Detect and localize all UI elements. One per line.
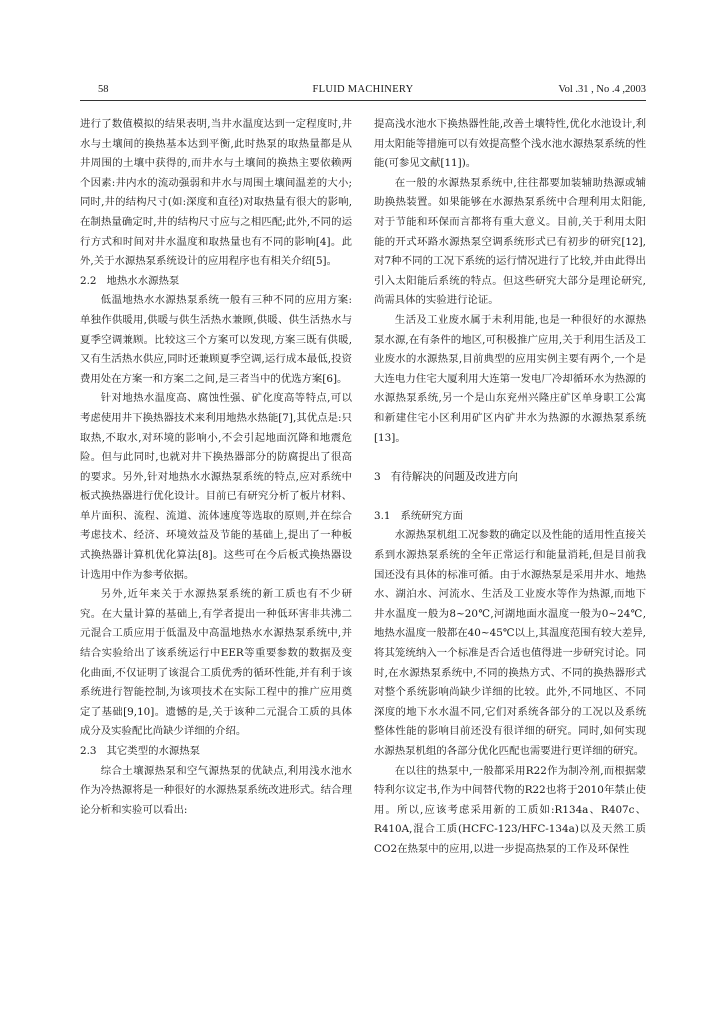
right-column: [374, 115, 646, 860]
paragraph-downhole-exchanger: 针对地热水温度高、腐蚀性强、矿化度高等特点,可以考虑使用井下换热器技术来利用地热水热能[7],其优点是:只取热,不取水,对环境的影响小,不会引起地面沉降和地震危险。但与此同时,也就对井下换热器部分的防腐提出了很高的要求。另外,针对地热水水源热泵系统的特点,应对系统中板式换热器进行优化设计。目前已有研究分析了板片材料、单片面积、流程、流道、流体速度等选取的原则,并在综合考虑技术、经济、环境效益及节能的基础上,提出了一种板式换热器计算机优化算法[8]。这些可在今后板式换热器设计选用中作为参考依据。: [80, 392, 352, 581]
paragraph-wells: 进行了数值模拟的结果表明,当井水温度达到一定程度时,井水与土壤间的换热基本达到平衡,此时热泵的取热量都是从井周围的土壤中获得的,而井水与土壤间的换热主要依赖两个因素:井内水的流动强弱和井水与周围土壤间温差的大小;同时,井的结构尺寸(如:深度和直径)对取热量有很大的影响,在制热量确定时,井的结构尺寸应与之相匹配;此外,不同的运行方式和时间对井水温度和取热量也有不同的影响[4]。此外,关于水源热泵系统设计的应用程序也有相关介绍[5]。: [80, 118, 352, 268]
paragraph-solar: 在一般的水源热泵系统中,往往都要加装辅助热源或辅助换热装置。如果能够在水源热泵系统中合理利用太阳能,对于节能和环保而言都将有重大意义。目前,关于利用太阳能的开式环路水源热泵空调系统形式已有初步的研究[12],对7种不同的工况下系统的运行情况进行了比较,并由此得出引入太阳能后系统的特点。但这些研究大部分是理论研究,尚需具体的实验进行论证。: [374, 176, 646, 307]
volume-info: Vol .31 , No .4 ,2003: [558, 84, 646, 95]
section-heading-2-3: [80, 742, 352, 762]
paragraph-geothermal-schemes: 低温地热水水源热泵系统一般有三种不同的应用方案:单独作供暖用,供暖与供生活热水兼顾,供暖、供生活热水与夏季空调兼顾。比较这三个方案可以发现,方案三既有供暖,又有生活热水供应,同时还兼顾夏季空调,运行成本最低,投资费用处在方案一和方案二之间,是三者当中的优选方案[6]。: [80, 294, 352, 385]
section-number: 3.1: [374, 509, 391, 522]
section-title: 有待解决的问题及改进方向: [390, 470, 518, 483]
section-number: 2.3: [80, 745, 97, 757]
section-heading-2-2: [80, 272, 352, 292]
paragraph-refrigerants: 在以往的热泵中,一般都采用R22作为制冷剂,而根据蒙特利尔议定书,作为中间替代物的R22也将于2010年禁止使用。所以,应该考虑采用新的工质如:R134a、R407c、R410A,混合工质(HCFC-123/HFC-134a)以及天然工质CO2在热泵中的应用,以进一步提高热泵的工作及环保性: [374, 764, 646, 855]
paragraph-standards: 水源热泵机组工况参数的确定以及性能的适用性直接关系到水源热泵系统的全年正常运行和能量消耗,但是目前我国还没有具体的标准可循。由于水源热泵是采用井水、地热水、湖泊水、河流水、生活及工业废水等作为热源,而地下井水温度一般为8~20℃,河湖地面水温度一般为0~24℃,地热水温度一般都在40~45℃以上,其温度范围有较大差异,将其笼统纳入一个标准是否合适也值得进一步研究讨论。同时,在水源热泵系统中,不同的换热方式、不同的换热器形式对整个系统影响尚缺少详细的比较。此外,不同地区、不同深度的地下水水温不同,它们对系统各部分的工况以及系统整体性能的影响目前还没有很详细的研究。同时,如何实现水源热泵机组的各部分优化匹配也需要进行更详细的研究。: [374, 529, 646, 757]
section-title: 系统研究方面: [400, 509, 463, 522]
paragraph-pool-continued: 提高浅水池水下换热器性能,改善土壤特性,优化水池设计,利用太阳能等措施可以有效提高整个浅水池水源热泵系统的性能(可参见文献[11])。: [374, 118, 646, 170]
running-header: [80, 84, 646, 100]
paragraph-wastewater: 生活及工业废水属于未利用能,也是一种很好的水源热泵水源,在有条件的地区,可积极推广应用,关于利用生活及工业废水的水源热泵,目前典型的应用实例主要有两个,一个是大连电力住宅大厦利用大连第一发电厂冷却循环水为热源的水源热泵系统,另一个是山东兖州兴隆庄矿区单身职工公寓和新建住宅小区利用矿区内矿井水为热源的水源热泵系统[13]。: [374, 313, 646, 444]
section-number: 3: [374, 470, 381, 483]
section-title: 其它类型的水源热泵: [106, 745, 201, 757]
page-number: 58: [98, 84, 109, 95]
journal-name: FLUID MACHINERY: [312, 84, 414, 95]
paragraph-shallow-pool: 综合土壤源热泵和空气源热泵的优缺点,利用浅水池水作为冷热源将是一种很好的水源热泵系统改进形式。结合理论分析和实验可以看出:: [80, 764, 352, 816]
paragraph-working-fluid: 另外,近年来关于水源热泵系统的新工质也有不少研究。在大量计算的基础上,有学者提出一种低环害非共沸二元混合工质应用于低温及中高温地热水水源热泵系统中,并结合实验给出了该系统运行中EER等重要参数的数据及变化曲面,不仅证明了该混合工质优秀的循环性能,并有利于该系统进行智能控制,为该项技术在实际工程中的推广应用奠定了基础[9,10]。遗憾的是,关于该种二元混合工质的具体成分及实验配比尚缺少详细的介绍。: [80, 588, 352, 738]
header-rule: [80, 100, 646, 101]
section-number: 2.2: [80, 274, 97, 287]
section-heading-3-1: [374, 507, 646, 527]
section-title: 地热水水源热泵: [106, 274, 180, 287]
section-heading-3: [374, 468, 646, 488]
left-column: [80, 115, 352, 820]
